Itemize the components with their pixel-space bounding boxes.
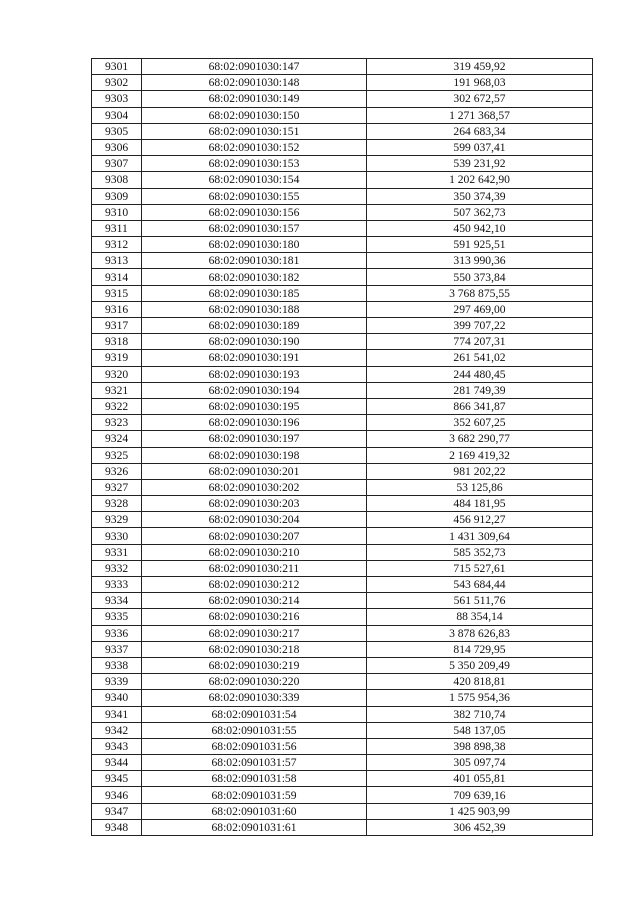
cadastral-number-cell: 68:02:0901030:190 (142, 334, 367, 350)
cadastral-value-cell: 484 181,95 (367, 496, 593, 512)
cadastral-number-cell: 68:02:0901030:195 (142, 398, 367, 414)
row-number-cell: 9319 (92, 350, 142, 366)
table-row (92, 447, 593, 463)
cadastral-number-cell: 68:02:0901030:185 (142, 285, 367, 301)
row-number-cell: 9335 (92, 609, 142, 625)
row-number-cell: 9323 (92, 415, 142, 431)
cadastral-number-cell: 68:02:0901030:197 (142, 431, 367, 447)
cadastral-number-cell: 68:02:0901030:194 (142, 382, 367, 398)
table-row (92, 560, 593, 576)
cadastral-value-cell: 585 352,73 (367, 544, 593, 560)
row-number-cell: 9339 (92, 674, 142, 690)
table-row (92, 269, 593, 285)
cadastral-value-cell: 715 527,61 (367, 560, 593, 576)
cadastral-number-cell: 68:02:0901030:149 (142, 91, 367, 107)
table-row (92, 625, 593, 641)
row-number-cell: 9320 (92, 366, 142, 382)
cadastral-number-cell: 68:02:0901030:152 (142, 139, 367, 155)
table-row (92, 415, 593, 431)
cadastral-number-cell: 68:02:0901030:196 (142, 415, 367, 431)
table-row (92, 755, 593, 771)
cadastral-value-cell: 305 097,74 (367, 755, 593, 771)
cadastral-value-cell: 450 942,10 (367, 220, 593, 236)
row-number-cell: 9325 (92, 447, 142, 463)
row-number-cell: 9316 (92, 301, 142, 317)
table-row (92, 156, 593, 172)
cadastral-number-cell: 68:02:0901030:219 (142, 657, 367, 673)
cadastral-number-cell: 68:02:0901030:216 (142, 609, 367, 625)
row-number-cell: 9338 (92, 657, 142, 673)
table-row (92, 803, 593, 819)
cadastral-value-cell: 456 912,27 (367, 512, 593, 528)
row-number-cell: 9329 (92, 512, 142, 528)
cadastral-value-cell: 420 818,81 (367, 674, 593, 690)
cadastral-value-cell: 350 374,39 (367, 188, 593, 204)
cadastral-value-cell: 1 431 309,64 (367, 528, 593, 544)
table-row (92, 253, 593, 269)
cadastral-value-cell: 3 768 875,55 (367, 285, 593, 301)
row-number-cell: 9312 (92, 237, 142, 253)
cadastral-value-table (91, 58, 593, 836)
table-row (92, 204, 593, 220)
table-row (92, 593, 593, 609)
row-number-cell: 9304 (92, 107, 142, 123)
row-number-cell: 9317 (92, 318, 142, 334)
row-number-cell: 9334 (92, 593, 142, 609)
cadastral-value-cell: 5 350 209,49 (367, 657, 593, 673)
cadastral-value-cell: 2 169 419,32 (367, 447, 593, 463)
cadastral-value-cell: 302 672,57 (367, 91, 593, 107)
cadastral-number-cell: 68:02:0901031:61 (142, 819, 367, 835)
cadastral-number-cell: 68:02:0901030:212 (142, 577, 367, 593)
cadastral-number-cell: 68:02:0901030:182 (142, 269, 367, 285)
cadastral-value-cell: 244 480,45 (367, 366, 593, 382)
row-number-cell: 9347 (92, 803, 142, 819)
row-number-cell: 9340 (92, 690, 142, 706)
cadastral-value-cell: 1 575 954,36 (367, 690, 593, 706)
cadastral-value-cell: 1 271 368,57 (367, 107, 593, 123)
cadastral-number-cell: 68:02:0901030:339 (142, 690, 367, 706)
table-row (92, 787, 593, 803)
cadastral-number-cell: 68:02:0901030:153 (142, 156, 367, 172)
table-row (92, 819, 593, 835)
row-number-cell: 9322 (92, 398, 142, 414)
table-row (92, 172, 593, 188)
cadastral-number-cell: 68:02:0901030:193 (142, 366, 367, 382)
cadastral-value-cell: 981 202,22 (367, 463, 593, 479)
table-row (92, 123, 593, 139)
cadastral-number-cell: 68:02:0901030:157 (142, 220, 367, 236)
cadastral-value-cell: 319 459,92 (367, 59, 593, 75)
table-row (92, 674, 593, 690)
table-row (92, 771, 593, 787)
cadastral-number-cell: 68:02:0901030:150 (142, 107, 367, 123)
cadastral-number-cell: 68:02:0901030:156 (142, 204, 367, 220)
cadastral-value-cell: 352 607,25 (367, 415, 593, 431)
table-row (92, 722, 593, 738)
table-row (92, 577, 593, 593)
row-number-cell: 9328 (92, 496, 142, 512)
table-body (92, 59, 593, 836)
row-number-cell: 9331 (92, 544, 142, 560)
row-number-cell: 9348 (92, 819, 142, 835)
table-row (92, 91, 593, 107)
table-row (92, 107, 593, 123)
table-row (92, 301, 593, 317)
row-number-cell: 9303 (92, 91, 142, 107)
cadastral-value-cell: 1 425 903,99 (367, 803, 593, 819)
row-number-cell: 9336 (92, 625, 142, 641)
row-number-cell: 9343 (92, 738, 142, 754)
row-number-cell: 9315 (92, 285, 142, 301)
table-row (92, 512, 593, 528)
table-row (92, 382, 593, 398)
row-number-cell: 9337 (92, 641, 142, 657)
row-number-cell: 9314 (92, 269, 142, 285)
cadastral-value-cell: 313 990,36 (367, 253, 593, 269)
row-number-cell: 9341 (92, 706, 142, 722)
cadastral-number-cell: 68:02:0901030:220 (142, 674, 367, 690)
cadastral-number-cell: 68:02:0901030:181 (142, 253, 367, 269)
table-row (92, 706, 593, 722)
cadastral-value-cell: 306 452,39 (367, 819, 593, 835)
cadastral-value-cell: 382 710,74 (367, 706, 593, 722)
cadastral-value-cell: 1 202 642,90 (367, 172, 593, 188)
row-number-cell: 9332 (92, 560, 142, 576)
cadastral-number-cell: 68:02:0901030:148 (142, 75, 367, 91)
table-row (92, 609, 593, 625)
table-row (92, 350, 593, 366)
cadastral-number-cell: 68:02:0901030:191 (142, 350, 367, 366)
table-row (92, 479, 593, 495)
table-row (92, 431, 593, 447)
cadastral-number-cell: 68:02:0901030:201 (142, 463, 367, 479)
table-row (92, 220, 593, 236)
row-number-cell: 9344 (92, 755, 142, 771)
cadastral-number-cell: 68:02:0901030:198 (142, 447, 367, 463)
cadastral-value-cell: 709 639,16 (367, 787, 593, 803)
table-row (92, 496, 593, 512)
row-number-cell: 9342 (92, 722, 142, 738)
cadastral-value-cell: 3 878 626,83 (367, 625, 593, 641)
row-number-cell: 9346 (92, 787, 142, 803)
cadastral-value-cell: 814 729,95 (367, 641, 593, 657)
row-number-cell: 9310 (92, 204, 142, 220)
cadastral-value-cell: 3 682 290,77 (367, 431, 593, 447)
table-row (92, 188, 593, 204)
row-number-cell: 9302 (92, 75, 142, 91)
cadastral-number-cell: 68:02:0901030:188 (142, 301, 367, 317)
cadastral-value-cell: 191 968,03 (367, 75, 593, 91)
cadastral-value-cell: 281 749,39 (367, 382, 593, 398)
cadastral-value-cell: 264 683,34 (367, 123, 593, 139)
table-row (92, 139, 593, 155)
row-number-cell: 9313 (92, 253, 142, 269)
cadastral-number-cell: 68:02:0901031:55 (142, 722, 367, 738)
cadastral-number-cell: 68:02:0901030:217 (142, 625, 367, 641)
cadastral-number-cell: 68:02:0901030:202 (142, 479, 367, 495)
cadastral-number-cell: 68:02:0901030:154 (142, 172, 367, 188)
row-number-cell: 9345 (92, 771, 142, 787)
cadastral-number-cell: 68:02:0901031:57 (142, 755, 367, 771)
cadastral-value-cell: 539 231,92 (367, 156, 593, 172)
cadastral-value-cell: 599 037,41 (367, 139, 593, 155)
table-row (92, 318, 593, 334)
cadastral-number-cell: 68:02:0901031:58 (142, 771, 367, 787)
row-number-cell: 9305 (92, 123, 142, 139)
cadastral-value-cell: 261 541,02 (367, 350, 593, 366)
cadastral-number-cell: 68:02:0901030:155 (142, 188, 367, 204)
cadastral-value-cell: 591 925,51 (367, 237, 593, 253)
cadastral-value-cell: 401 055,81 (367, 771, 593, 787)
cadastral-number-cell: 68:02:0901030:189 (142, 318, 367, 334)
cadastral-value-cell: 774 207,31 (367, 334, 593, 350)
row-number-cell: 9311 (92, 220, 142, 236)
row-number-cell: 9309 (92, 188, 142, 204)
cadastral-number-cell: 68:02:0901031:56 (142, 738, 367, 754)
table-row (92, 366, 593, 382)
cadastral-value-cell: 550 373,84 (367, 269, 593, 285)
cadastral-number-cell: 68:02:0901030:207 (142, 528, 367, 544)
table-row (92, 334, 593, 350)
row-number-cell: 9308 (92, 172, 142, 188)
cadastral-number-cell: 68:02:0901031:60 (142, 803, 367, 819)
row-number-cell: 9321 (92, 382, 142, 398)
cadastral-number-cell: 68:02:0901030:211 (142, 560, 367, 576)
table-row (92, 657, 593, 673)
cadastral-value-cell: 561 511,76 (367, 593, 593, 609)
table-row (92, 738, 593, 754)
table-row (92, 463, 593, 479)
cadastral-number-cell: 68:02:0901030:147 (142, 59, 367, 75)
cadastral-number-cell: 68:02:0901031:54 (142, 706, 367, 722)
cadastral-number-cell: 68:02:0901030:203 (142, 496, 367, 512)
cadastral-number-cell: 68:02:0901030:204 (142, 512, 367, 528)
row-number-cell: 9307 (92, 156, 142, 172)
table-row (92, 75, 593, 91)
cadastral-number-cell: 68:02:0901031:59 (142, 787, 367, 803)
cadastral-value-cell: 297 469,00 (367, 301, 593, 317)
cadastral-value-cell: 866 341,87 (367, 398, 593, 414)
table-row (92, 59, 593, 75)
cadastral-value-cell: 88 354,14 (367, 609, 593, 625)
table-row (92, 690, 593, 706)
row-number-cell: 9306 (92, 139, 142, 155)
row-number-cell: 9333 (92, 577, 142, 593)
cadastral-value-cell: 399 707,22 (367, 318, 593, 334)
cadastral-number-cell: 68:02:0901030:210 (142, 544, 367, 560)
cadastral-value-cell: 507 362,73 (367, 204, 593, 220)
cadastral-number-cell: 68:02:0901030:218 (142, 641, 367, 657)
row-number-cell: 9327 (92, 479, 142, 495)
row-number-cell: 9326 (92, 463, 142, 479)
cadastral-value-cell: 398 898,38 (367, 738, 593, 754)
table-row (92, 544, 593, 560)
row-number-cell: 9330 (92, 528, 142, 544)
row-number-cell: 9324 (92, 431, 142, 447)
table-row (92, 237, 593, 253)
cadastral-number-cell: 68:02:0901030:180 (142, 237, 367, 253)
row-number-cell: 9318 (92, 334, 142, 350)
cadastral-value-cell: 53 125,86 (367, 479, 593, 495)
table-row (92, 285, 593, 301)
cadastral-value-cell: 548 137,05 (367, 722, 593, 738)
table-row (92, 641, 593, 657)
table-row (92, 398, 593, 414)
cadastral-number-cell: 68:02:0901030:214 (142, 593, 367, 609)
row-number-cell: 9301 (92, 59, 142, 75)
cadastral-number-cell: 68:02:0901030:151 (142, 123, 367, 139)
table-row (92, 528, 593, 544)
cadastral-value-cell: 543 684,44 (367, 577, 593, 593)
